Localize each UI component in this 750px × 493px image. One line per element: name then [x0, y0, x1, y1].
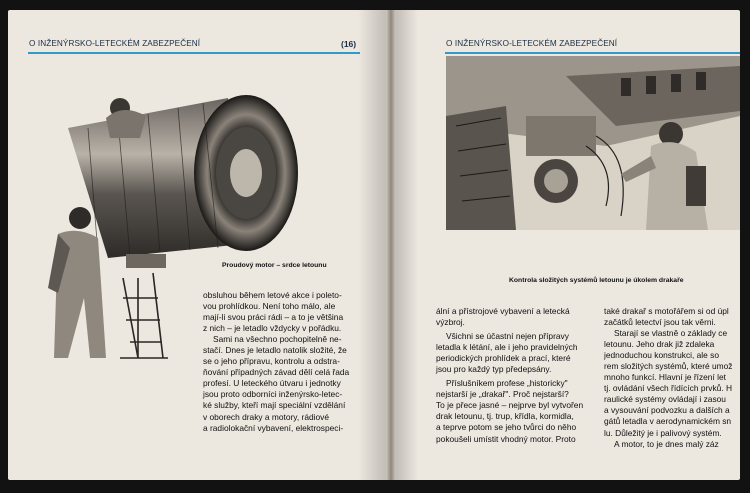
left-page	[8, 10, 386, 480]
text-line: a vysouvání podvozku a dalších a	[604, 405, 730, 416]
text-line: periodických prohlídek a prací, které	[436, 353, 571, 364]
page-number: (16)	[341, 39, 357, 49]
text-line: jsou pro každý typ předepsány.	[436, 364, 552, 375]
gutter-shadow	[396, 10, 418, 480]
mechanic-drawing	[446, 56, 740, 230]
text-line: tj. ovládání všech řídících prvků. H	[604, 383, 733, 394]
text-line: profesí. U leteckého útvaru i jednotky	[203, 378, 341, 389]
text-line: Příslušníkem profese „historicky"	[446, 378, 568, 389]
figure-caption: Kontrola složitých systémů letounu je úkolem drakaře	[509, 277, 684, 284]
text-line: stačí. Dnes je letadlo natolik složité, že	[203, 345, 347, 356]
text-line: se o jeho přípravu, kontrolu a odstra-	[203, 356, 340, 367]
text-line: Sami na všechno pochopitelně ne-	[213, 334, 342, 345]
body-text-column-2	[604, 306, 740, 450]
text-line: jednoduchou konstrukci, ale so	[604, 350, 719, 361]
text-line: Všichni se účastní nejen přípravy	[446, 331, 569, 342]
text-line: ké služby, kteří mají speciální vzdělání	[203, 400, 346, 411]
text-line: To je přece jasné – nejprve byl vytvořen	[436, 400, 584, 411]
text-line: rem složitých systémů, které umož	[604, 361, 733, 372]
text-line: letadla k létání, ale i jeho pravidelných	[436, 342, 578, 353]
text-line: gátů letadla v aerodynamickém sn	[604, 416, 732, 427]
text-line: mnoho funkcí. Hlavní je řízení let	[604, 372, 726, 383]
text-line: ňování případných závad dělí celá řada	[203, 367, 350, 378]
text-line: ální a přístrojové vybavení a letecká	[436, 306, 570, 316]
running-header: O INŽENÝRSKO-LETECKÉM ZABEZPEČENÍ	[29, 39, 201, 48]
text-line: drak letounu, tj. trup, křídla, kormidla,	[436, 411, 574, 422]
text-line: také drakař s motořářem si od úpl	[604, 306, 729, 316]
text-line: vou prohlídkou. Není toho málo, ale	[203, 301, 336, 312]
text-line: jsou proto odborníci inženýrsko-letec-	[203, 389, 343, 400]
text-line: raulické systémy ovládají i zasou	[604, 394, 726, 405]
aircraft-maintenance-illustration	[446, 56, 740, 230]
text-line: začátků letectví jsou tak věrni.	[604, 317, 716, 328]
text-line: A motor, to je dnes malý záz	[614, 438, 719, 449]
text-line: výzbroj.	[436, 317, 465, 328]
text-line: a radiolokační vybavení, elektrospeci-	[203, 422, 344, 433]
text-line: v oborech draky a motory, rádiové	[203, 411, 329, 422]
gutter-shadow	[358, 10, 386, 480]
text-line: lu. Důležitý je i palivový systém.	[604, 427, 722, 438]
text-line: z nich – je letadlo vždycky v pořádku.	[203, 323, 342, 334]
text-line: Starají se vlastně o základy ce	[614, 328, 728, 339]
text-line: mají-li svou práci rádi – a to je většina	[203, 312, 344, 323]
text-line: letounu. Jeho drak již zdaleka	[604, 339, 715, 350]
running-header: O INŽENÝRSKO-LETECKÉM ZABEZPEČENÍ	[446, 39, 618, 48]
text-line: pokoušeli umístit vhodný motor. Proto	[436, 433, 576, 444]
body-text-column-1	[436, 306, 594, 445]
book-spine	[386, 10, 396, 480]
body-text-column	[203, 290, 363, 434]
text-line: a teprve potom se jeho tvůrci do něho	[436, 422, 577, 433]
text-line: nejstarší je „drakař". Proč nejstarší?	[436, 389, 569, 400]
header-rule	[28, 52, 360, 54]
figure-caption: Proudový motor – srdce letounu	[222, 262, 327, 269]
header-rule	[445, 52, 740, 54]
right-page	[396, 10, 740, 480]
text-line: obsluhou během letové akce i poleto-	[203, 290, 342, 300]
